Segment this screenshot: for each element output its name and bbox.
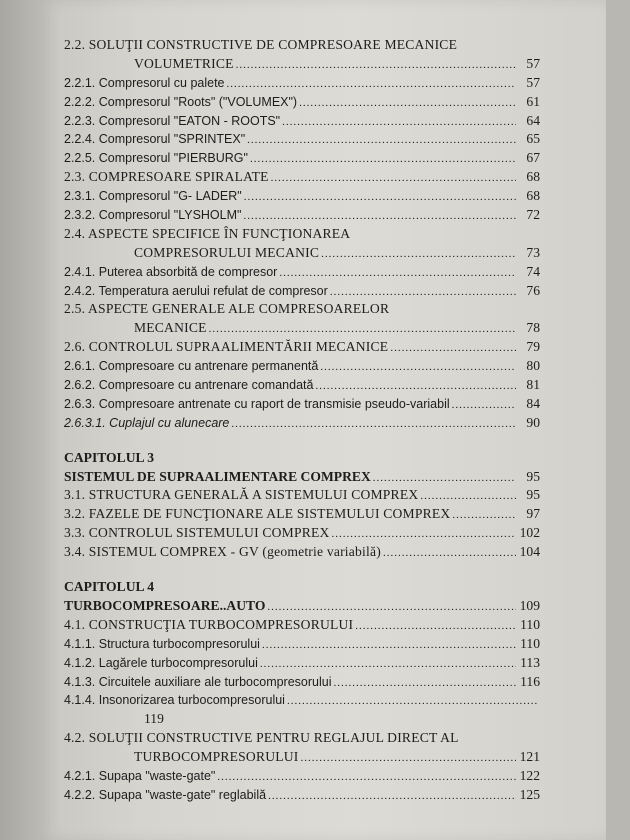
toc-title: 4.2. SOLUŢII CONSTRUCTIVE PENTRU REGLAJUL DIRECT AL [64,730,459,746]
toc-title: VOLUMETRICE [134,55,234,71]
toc-title: MECANICE [134,320,207,336]
toc-title: 4.1. CONSTRUCŢIA TURBOCOMPRESORULUI [64,616,354,632]
toc-title: 2.4. ASPECTE SPECIFICE ÎN FUNCŢIONAREA [64,225,351,241]
toc-page-number: 84 [526,395,540,411]
toc-page-number: 119 [144,711,164,727]
toc-page-number: 67 [526,150,540,166]
leader-dots [227,74,516,94]
toc-title: 2.6.1. Compresoare cu antrenare permanentă [64,359,319,374]
chapter-title-row [64,468,540,487]
toc-title: 3.2. FAZELE DE FUNCŢIONARE ALE SISTEMULUI COMPREX [64,506,451,522]
toc-page-number: 97 [526,506,540,522]
toc-page-number: 122 [519,767,540,783]
toc-row [64,282,540,301]
toc-title: 2.3.2. Compresorul "LYSHOLM" [64,208,242,223]
toc-title: 2.2.1. Compresorul cu palete [64,75,225,90]
leader-dots [373,468,516,488]
leader-dots [243,206,516,226]
toc-page-number: 81 [526,377,540,393]
toc-page-number: 104 [519,544,540,560]
toc-title: 4.2.1. Supapa "waste-gate" [64,768,216,783]
leader-dots [299,93,516,113]
leader-dots [300,748,516,768]
toc-row [64,505,540,524]
toc-row [64,524,540,543]
toc-row [64,74,540,93]
toc-page-number: 68 [526,169,540,185]
leader-dots [452,505,516,525]
leader-dots [282,112,516,132]
leader-dots [271,168,516,188]
toc-row [64,729,540,748]
toc-title: 4.2.2. Supapa "waste-gate" reglabilă [64,787,267,802]
leader-dots [209,319,516,339]
toc-row [64,263,540,282]
toc-title: 4.1.2. Lagărele turbocompresorului [64,655,258,670]
toc-page-number: 116 [520,673,540,689]
toc-row-wrapped-page [64,710,540,729]
toc-title: 4.1.4. Insonorizarea turbocompresorului [64,693,285,708]
toc-title: 2.4.1. Puterea absorbită de compresor [64,264,278,279]
toc-page-number: 125 [519,786,540,802]
toc-title: 2.4.2. Temperatura aerului refulat de compresor [64,283,328,298]
toc-page-number: 110 [520,635,540,651]
toc-page-number: 76 [526,282,540,298]
leader-dots [330,282,516,302]
toc-page-number: 95 [526,487,540,503]
toc-title: 2.2.3. Compresorul "EATON - ROOTS" [64,113,281,128]
toc-title: 2.6.2. Compresoare cu antrenare comandată [64,378,314,393]
leader-dots [383,543,516,563]
leader-dots [268,786,516,806]
leader-dots [260,654,516,674]
toc-row [64,130,540,149]
toc-page-number: 109 [519,597,540,613]
toc-row [64,149,540,168]
leader-dots [247,130,516,150]
toc-title: 2.2.2. Compresorul "Roots" ("VOLUMEX") [64,94,298,109]
toc-title: 2.5. ASPECTE GENERALE ALE COMPRESOARELOR [64,301,390,317]
toc-page-number: 90 [526,414,540,430]
chapter-heading: CAPITOLUL 3 [64,449,155,465]
toc-title: TURBOCOMPRESORULUI [134,749,299,765]
toc-title: 3.1. STRUCTURA GENERALĂ A SISTEMULUI COMPREX [64,487,419,503]
toc-title: 2.6.3. Compresoare antrenate cu raport de transmisie pseudo-variabil [64,396,450,411]
leader-dots [250,149,516,169]
toc-page-number: 72 [526,207,540,223]
toc-row [64,691,540,710]
toc-row [64,654,540,673]
toc-page-number: 74 [526,263,540,279]
toc-title: COMPRESORULUI MECANIC [134,244,320,260]
toc-row [64,357,540,376]
toc-page-number: 102 [519,525,540,541]
toc-row [64,767,540,786]
toc-row [64,673,540,692]
toc-page-number: 68 [526,188,540,204]
toc-row [64,112,540,131]
leader-dots [217,767,516,787]
leader-dots [320,357,516,377]
chapter-title: TURBOCOMPRESOARE..AUTO [64,597,266,613]
chapter-title-row [64,597,540,616]
toc-page-number: 73 [526,244,540,260]
toc-title: 3.4. SISTEMUL COMPREX - GV (geometrie variabilă) [64,544,381,560]
leader-dots [287,691,538,711]
toc-title: 2.2. SOLUŢII CONSTRUCTIVE DE COMPRESOARE MECANICE [64,37,458,52]
leader-dots [315,376,516,396]
toc-row [64,414,540,433]
leader-dots [231,414,516,434]
toc-page-number: 79 [526,339,540,355]
toc-page-number: 80 [526,358,540,374]
toc-page-number: 113 [520,654,540,670]
chapter-title: SISTEMUL DE SUPRAALIMENTARE COMPREX [64,468,371,484]
toc-title: 2.6.3.1. Cuplajul cu alunecare [64,415,230,430]
toc-page-number: 61 [526,93,540,109]
toc-row [64,206,540,225]
toc-page-number: 95 [526,468,540,484]
toc-row [64,93,540,112]
leader-dots [236,55,516,75]
toc-title: 2.6. CONTROLUL SUPRAALIMENTĂRII MECANICE [64,339,389,355]
toc-row [64,244,540,263]
toc-row [64,376,540,395]
toc-row [64,786,540,805]
toc-row [64,395,540,414]
table-of-contents [64,36,540,805]
toc-row [64,543,540,562]
toc-page-number: 64 [526,112,540,128]
leader-dots [321,244,516,264]
leader-dots [420,486,516,506]
toc-row [64,36,540,55]
toc-row [64,616,540,635]
toc-title: 2.3.1. Compresorul "G- LADER" [64,189,242,204]
leader-dots [244,187,516,207]
toc-page-number: 78 [526,320,540,336]
leader-dots [334,673,517,693]
toc-row [64,635,540,654]
toc-row [64,748,540,767]
leader-dots [332,524,516,544]
toc-page-number: 110 [520,616,540,632]
toc-title: 2.3. COMPRESOARE SPIRALATE [64,169,269,185]
toc-title: 4.1.1. Structura turbocompresorului [64,636,260,651]
toc-row [64,225,540,244]
leader-dots [262,635,516,655]
toc-row [64,319,540,338]
leader-dots [355,616,516,636]
toc-page-number: 121 [519,749,540,765]
page-gutter-shadow [0,0,40,840]
toc-row [64,300,540,319]
chapter-heading: CAPITOLUL 4 [64,579,155,595]
toc-page-number: 57 [526,74,540,90]
toc-title: 4.1.3. Circuitele auxiliare ale turbocompresorului [64,674,332,689]
leader-dots [279,263,516,283]
toc-row [64,168,540,187]
toc-title: 2.2.4. Compresorul "SPRINTEX" [64,132,246,147]
toc-title: 3.3. CONTROLUL SISTEMULUI COMPREX [64,525,330,541]
toc-page-number: 57 [526,55,540,71]
toc-row [64,55,540,74]
leader-dots [452,395,516,415]
leader-dots [267,597,516,617]
leader-dots [390,338,516,358]
toc-row [64,486,540,505]
toc-page-number: 65 [526,131,540,147]
toc-row [64,187,540,206]
toc-title: 2.2.5. Compresorul "PIERBURG" [64,151,248,166]
toc-row [64,338,540,357]
